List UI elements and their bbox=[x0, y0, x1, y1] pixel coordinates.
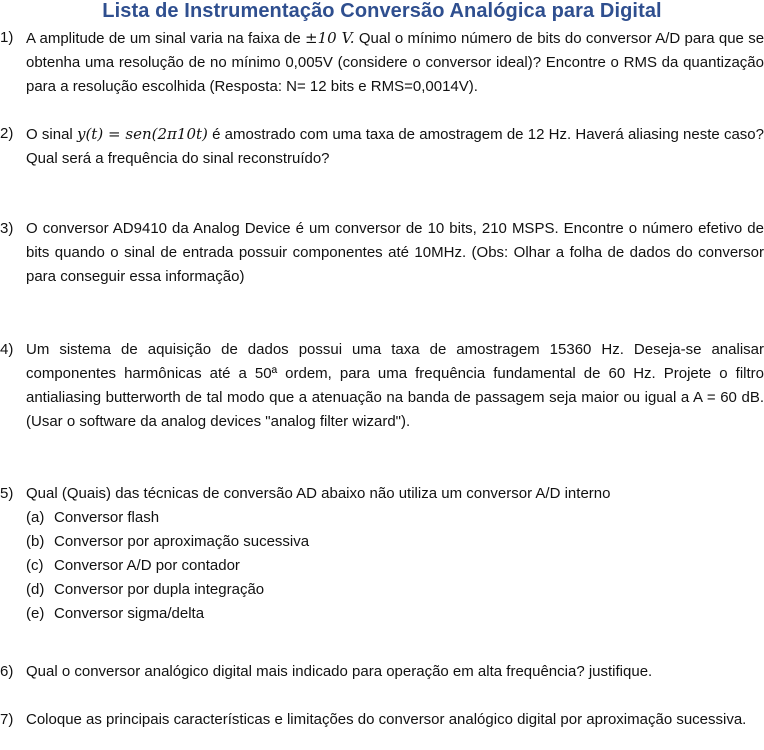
option-letter: (d) bbox=[26, 581, 45, 598]
question-number: 2) bbox=[0, 125, 14, 142]
question-number: 7) bbox=[0, 711, 14, 728]
option-letter: (a) bbox=[26, 509, 45, 526]
question-number: 4) bbox=[0, 341, 14, 358]
option-letter: (c) bbox=[26, 557, 44, 574]
question-text bbox=[26, 482, 764, 626]
option-a bbox=[26, 506, 764, 530]
question-text-part: é amostrado com uma taxa de amostragem de 12 Hz. Haverá aliasing neste caso? Qual será a frequência do sinal reconstruído? bbox=[26, 126, 764, 167]
question-number: 1) bbox=[0, 29, 14, 46]
math-expression: ±10 V. bbox=[305, 29, 355, 47]
option-label: Conversor flash bbox=[54, 509, 160, 526]
option-c bbox=[26, 554, 764, 578]
option-letter: (b) bbox=[26, 533, 45, 550]
option-e bbox=[26, 602, 764, 626]
option-letter: (e) bbox=[26, 605, 45, 622]
question-text bbox=[26, 122, 764, 171]
question-number: 3) bbox=[0, 220, 14, 237]
question-text-part: A amplitude de um sinal varia na faixa de bbox=[26, 30, 301, 47]
option-b bbox=[26, 530, 764, 554]
question-number: 5) bbox=[0, 485, 14, 502]
option-label: Conversor A/D por contador bbox=[54, 557, 240, 574]
question-text-part: Qual o mínimo número de bits do conversor A/D para que se obtenha uma resolução de no mínimo 0,005V (considere o conversor ideal)? Encontre o RMS da quantização para a resolução escolhida (Resposta: N= 12 bits e RMS=0,0014V). bbox=[26, 30, 764, 95]
question-text-part: Qual (Quais) das técnicas de conversão AD abaixo não utiliza um conversor A/D interno bbox=[26, 485, 611, 502]
document-title: Lista de Instrumentação Conversão Analógica para Digital bbox=[102, 0, 662, 22]
question-text: Um sistema de aquisição de dados possui uma taxa de amostragem 15360 Hz. Deseja-se analisar componentes harmônicas até a 50ª ordem, para uma frequência fundamental de 60 Hz. Projete o filtro antialiasing butterworth de tal modo que a atenuação na banda de passagem seja maior ou igual a A = 60 dB. (Usar o software da analog devices "analog filter wizard"). bbox=[26, 341, 764, 430]
question-number: 6) bbox=[0, 663, 14, 680]
option-label: Conversor por aproximação sucessiva bbox=[54, 533, 310, 550]
option-label: Conversor sigma/delta bbox=[54, 605, 205, 622]
question-text: Coloque as principais características e limitações do conversor analógico digital por aproximação sucessiva. bbox=[26, 711, 747, 728]
option-d bbox=[26, 578, 764, 602]
question-text: O conversor AD9410 da Analog Device é um conversor de 10 bits, 210 MSPS. Encontre o número efetivo de bits quando o sinal de entrada possuir componentes até 10MHz. (Obs: Olhar a folha de dados do conversor para conseguir essa informação) bbox=[26, 220, 764, 285]
option-label: Conversor por dupla integração bbox=[54, 581, 265, 598]
question-text bbox=[26, 26, 764, 99]
question-text: Qual o conversor analógico digital mais indicado para operação em alta frequência? justifique. bbox=[26, 663, 653, 680]
math-expression: y(t) = sen(2π10t) bbox=[76, 125, 208, 143]
question-text-part: O sinal bbox=[26, 126, 73, 143]
